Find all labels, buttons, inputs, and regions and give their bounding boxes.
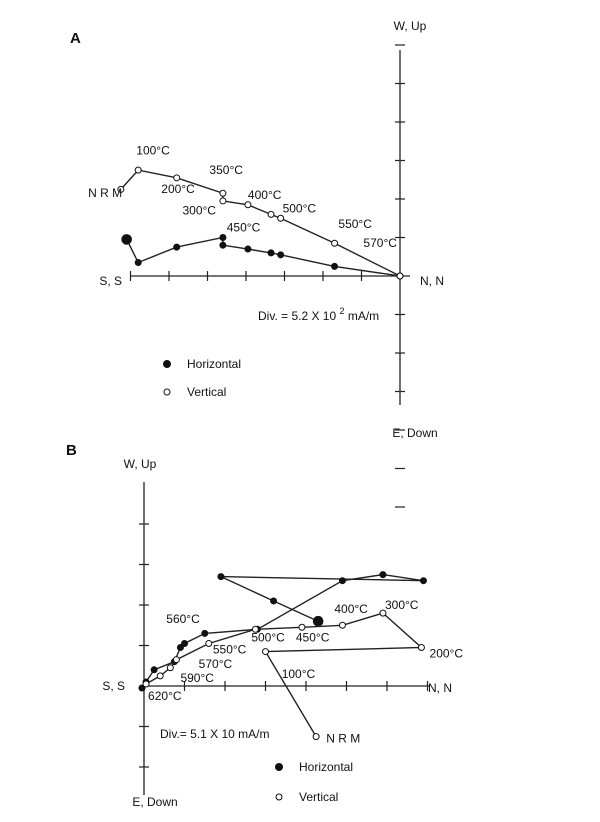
panel-label: A	[70, 30, 81, 47]
step-label: 560°C	[166, 612, 200, 627]
legend-marker-vertical	[164, 389, 170, 395]
step-label: 500°C	[282, 201, 317, 216]
vertical-data-point	[263, 649, 269, 655]
vertical-data-point	[135, 167, 141, 173]
step-label: N R M	[326, 731, 361, 746]
axis-label-right: N, N	[420, 274, 444, 288]
vertical-data-point	[206, 640, 212, 646]
panel-a-zijderveld-plot	[70, 19, 444, 507]
vertical-data-point	[397, 273, 403, 279]
step-label: 100°C	[136, 143, 170, 158]
step-label: 590°C	[180, 670, 214, 685]
step-label: 100°C	[281, 666, 316, 681]
vertical-data-point	[157, 673, 163, 679]
scale-prefix: Div.= 5.1 X 10 mA/m	[160, 727, 270, 741]
vertical-data-point	[313, 734, 319, 740]
step-label: 350°C	[209, 162, 243, 177]
vertical-data-point	[220, 198, 226, 204]
step-label: 550°C	[338, 216, 372, 231]
horizontal-data-point	[177, 645, 183, 651]
horizontal-data-point	[218, 574, 224, 580]
legend-marker-horizontal	[164, 361, 171, 368]
step-label: 300°C	[182, 203, 216, 218]
legend-marker-vertical	[276, 794, 282, 800]
scale-suffix: mA/m	[344, 309, 380, 323]
step-label: 400°C	[247, 188, 282, 202]
axis-label-left: S, S	[102, 679, 125, 693]
vertical-data-point	[339, 622, 345, 628]
vertical-data-point	[174, 175, 180, 181]
vertical-data-point	[418, 645, 424, 651]
step-label: 500°C	[251, 630, 285, 645]
scale-annotation	[160, 727, 269, 741]
scale-annotation	[258, 306, 379, 323]
horizontal-data-point	[268, 250, 274, 256]
step-label: 200°C	[429, 646, 464, 661]
horizontal-data-point	[135, 260, 141, 266]
horizontal-data-point	[278, 252, 284, 258]
scale-prefix: Div. = 5.2 X 10	[258, 309, 340, 323]
step-label: 400°C	[334, 602, 368, 617]
step-label: 550°C	[212, 642, 247, 657]
vertical-data-point	[278, 215, 284, 221]
horizontal-data-point	[220, 242, 226, 248]
horizontal-data-point	[220, 235, 226, 241]
horizontal-data-point	[122, 235, 132, 245]
step-label: 450°C	[226, 220, 261, 235]
horizontal-data-point	[332, 263, 338, 269]
vertical-data-point	[268, 211, 274, 217]
legend-marker-horizontal	[276, 764, 283, 771]
horizontal-data-point	[380, 572, 386, 578]
horizontal-data-point	[339, 578, 345, 584]
axis-label-down: E, Down	[392, 426, 438, 440]
axis-label-down: E, Down	[132, 795, 178, 809]
axis-label-up: W, Up	[393, 19, 427, 33]
vertical-data-point	[167, 665, 173, 671]
horizontal-data-point	[420, 578, 426, 584]
series-line-horizontal	[127, 238, 400, 277]
legend-label-horizontal: Horizontal	[299, 760, 354, 774]
vertical-data-point	[143, 681, 149, 687]
vertical-data-point	[173, 657, 179, 663]
horizontal-data-point	[151, 667, 157, 673]
legend-label-vertical: Vertical	[187, 385, 227, 399]
axis-label-up: W, Up	[123, 457, 157, 471]
axis-label-right: N, N	[428, 681, 452, 695]
step-label: 200°C	[161, 182, 195, 197]
step-label: 620°C	[148, 689, 182, 704]
vertical-data-point	[220, 190, 226, 196]
axis-label-left: S, S	[99, 274, 122, 288]
horizontal-data-point	[202, 630, 208, 636]
step-label: N R M	[88, 186, 123, 201]
vertical-data-point	[299, 624, 305, 630]
legend-label-horizontal: Horizontal	[187, 357, 242, 371]
legend-label-vertical: Vertical	[299, 790, 339, 804]
panel-label: B	[66, 442, 77, 459]
vertical-data-point	[245, 202, 251, 208]
horizontal-data-point	[174, 244, 180, 250]
horizontal-data-point	[245, 246, 251, 252]
vertical-data-point	[332, 240, 338, 246]
step-label: 570°C	[198, 656, 233, 671]
step-label: 300°C	[384, 598, 419, 613]
step-label: 570°C	[363, 236, 397, 251]
horizontal-data-point	[271, 598, 277, 604]
panel-b-zijderveld-plot	[66, 442, 463, 809]
horizontal-data-point	[313, 616, 323, 626]
scale-exponent: 2	[339, 306, 345, 316]
step-label: 450°C	[295, 630, 330, 645]
